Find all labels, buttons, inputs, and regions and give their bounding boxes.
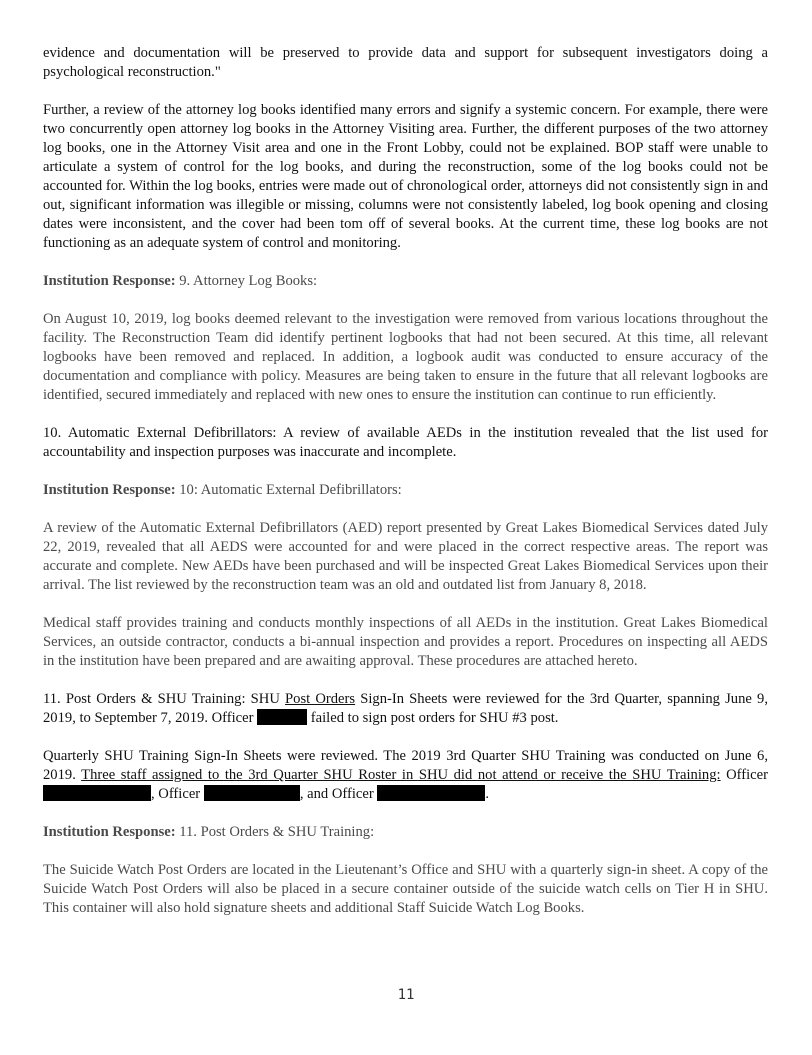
paragraph-suicide-watch-response: The Suicide Watch Post Orders are located in the Lieutenant’s Office and SHU with a quarterly sign-in sheet. A copy of the Suicide Watch Post Orders will also be placed in a secure container outside of the suicide watch cells on Tier H in SHU. This container will also hold signature sheets and additional Staff Suicide Watch Log Books.	[43, 862, 768, 916]
text-segment: 11. Post Orders & SHU Training: SHU	[43, 691, 286, 707]
underlined-text: Post Orders	[285, 691, 356, 707]
response-title: 9. Attorney Log Books:	[175, 273, 318, 289]
institution-response-10-heading	[43, 481, 768, 500]
response-title: 11. Post Orders & SHU Training:	[175, 824, 375, 840]
text-segment: failed to sign post orders for SHU #3 post.	[307, 710, 559, 726]
text-segment: .	[485, 786, 489, 802]
redaction-box	[43, 785, 151, 801]
response-title: 10: Automatic External Defibrillators:	[175, 482, 402, 498]
response-label: Institution Response:	[43, 824, 176, 840]
text-segment: Officer	[720, 767, 768, 783]
paragraph-reconstruction-continued: evidence and documentation will be preserved to provide data and support for subsequent investigators doing a psychological reconstruction."	[43, 45, 768, 80]
institution-response-11-heading	[43, 823, 768, 842]
page-number: 11	[397, 987, 415, 1003]
paragraph-aed-training-response: Medical staff provides training and conducts monthly inspections of all AEDs in the institution. Great Lakes Biomedical Services, an outside contractor, conducts a bi-annual inspection and provides a report. Procedures on inspecting all AEDS in the institution have been prepared and are awaiting approval. These procedures are attached hereto.	[43, 615, 768, 669]
redaction-box	[257, 709, 307, 725]
paragraph-aed-report-response: A review of the Automatic External Defibrillators (AED) report presented by Great Lakes Biomedical Services dated July 22, 2019, revealed that all AEDS were accounted for and were placed in the correct respective areas. The report was accurate and complete. New AEDs have been purchased and will be inspected Great Lakes Biomedical Services upon their arrival. The list reviewed by the reconstruction team was an old and outdated list from January 8, 2018.	[43, 520, 768, 593]
redaction-box	[377, 785, 485, 801]
paragraph-attorney-log-books-finding: Further, a review of the attorney log books identified many errors and signify a systemic concern. For example, there were two concurrently open attorney log books in the Attorney Visiting area. Further, the different purposes of the two attorney log books, one in the Attorney Visit area and one in the Front Lobby, could not be explained. BOP staff were unable to articulate a system of control for the log books, and during the reconstruction, some of the log books could not be accounted for. Within the log books, entries were made out of chronological order, attorneys did not consistently sign in and out, significant information was illegible or missing, columns were not consistently labeled, log book opening and closing dates were inconsistent, and the cover had been tom off of several books. At the current time, these log books are not functioning as an adequate system of control and monitoring.	[43, 102, 768, 251]
underlined-text: Three staff assigned to the 3rd Quarter SHU Roster in SHU did not attend or receive the SHU Training:	[81, 767, 721, 783]
paragraph-post-orders-finding	[43, 690, 768, 728]
redaction-box	[204, 785, 300, 801]
institution-response-9-heading	[43, 272, 768, 291]
document-page	[43, 44, 768, 918]
response-label: Institution Response:	[43, 273, 176, 289]
paragraph-response-9: On August 10, 2019, log books deemed relevant to the investigation were removed from various locations throughout the facility. The Reconstruction Team did identify pertinent logbooks that had not been secured. At this time, all relevant logbooks have been removed and replaced. In addition, a logbook audit was conducted to ensure accuracy of the documentation and compliance with policy. Measures are being taken to ensure in the future that all relevant logbooks are identified, secured immediately and replaced with new ones to ensure the institution can continue to run efficiently.	[43, 311, 768, 403]
text-segment: , and Officer	[299, 786, 378, 802]
text-segment: , Officer	[151, 786, 204, 802]
paragraph-shu-training-finding	[43, 747, 768, 804]
response-label: Institution Response:	[43, 482, 176, 498]
paragraph-aed-finding: 10. Automatic External Defibrillators: A review of available AEDs in the institution revealed that the list used for accountability and inspection purposes was inaccurate and incomplete.	[43, 425, 768, 460]
text-segment: Sign-In Sheets were reviewed for the 3rd Quarter, spanning June 9, 2019, to September 7, 2019. Officer	[43, 691, 768, 726]
text-segment: Quarterly SHU Training Sign-In Sheets were reviewed. The 2019 3rd Quarter SHU Training was conducted on June 6, 2019.	[43, 748, 768, 783]
